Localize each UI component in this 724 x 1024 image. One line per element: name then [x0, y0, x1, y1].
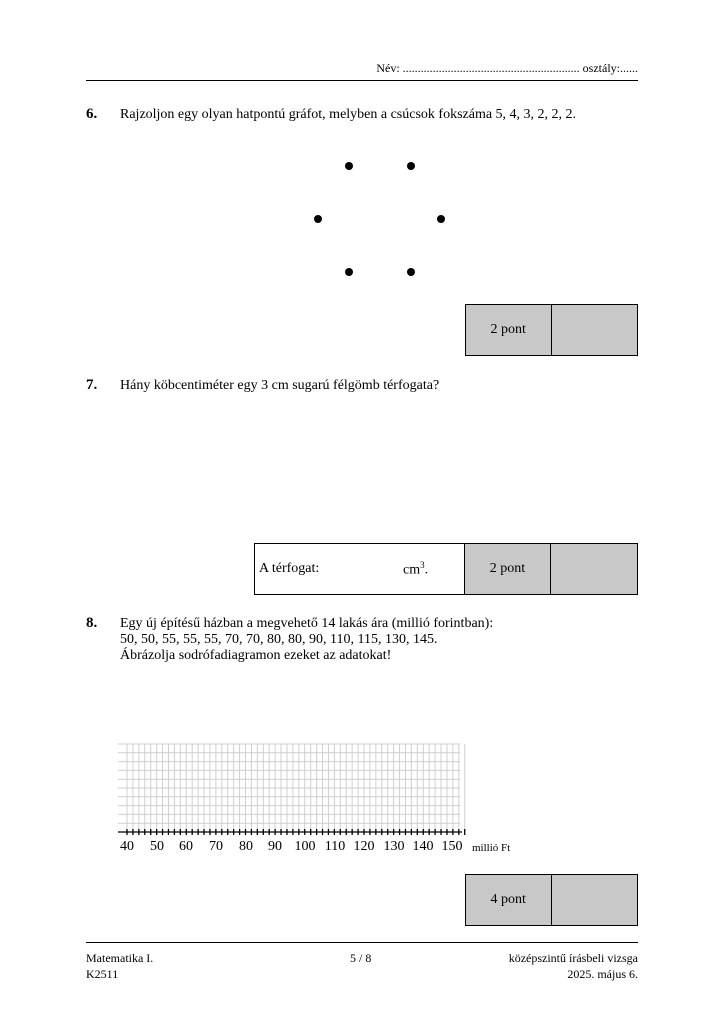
- q6-number: 6.: [86, 106, 98, 122]
- q7-score-field[interactable]: [551, 544, 637, 594]
- vertex-dot: [345, 162, 353, 170]
- q7-text: Hány köbcentiméter egy 3 cm sugarú félgömb térfogata?: [120, 378, 440, 393]
- q6-points-label: 2 pont: [466, 305, 552, 355]
- axis-tick-label: 80: [239, 839, 253, 854]
- q6-score-box: [465, 304, 638, 356]
- q8-points-label: 4 pont: [466, 875, 552, 925]
- vertex-dot: [314, 215, 322, 223]
- name-class-line: Név: ........................................................... osztály:......: [376, 61, 638, 75]
- axis-tick-label: 60: [179, 839, 193, 854]
- unit-period: .: [424, 562, 429, 578]
- boxplot-grid[interactable]: [110, 740, 470, 840]
- vertex-dot: [345, 268, 353, 276]
- q7-number: 7.: [86, 377, 98, 393]
- vertex-dot: [407, 268, 415, 276]
- q8-text-line3: Ábrázolja sodrófadiagramon ezeket az adatokat!: [120, 648, 392, 663]
- vertex-dot: [407, 162, 415, 170]
- footer-date: 2025. május 6.: [567, 967, 638, 981]
- axis-tick-label: 40: [120, 839, 134, 854]
- page-header: [86, 61, 638, 81]
- q7-points-label: 2 pont: [465, 544, 551, 594]
- axis-tick-label: 150: [441, 839, 463, 854]
- unit-exponent: 3: [420, 559, 425, 570]
- axis-tick-label: 140: [412, 839, 434, 854]
- vertex-dot: [437, 215, 445, 223]
- q8-text-line1: Egy új építésű házban a megvehető 14 lakás ára (millió forintban):: [120, 616, 494, 631]
- axis-unit-label: millió Ft: [472, 842, 511, 854]
- q8-text-line2: 50, 50, 55, 55, 55, 70, 70, 80, 80, 90, 110, 115, 130, 145.: [120, 632, 438, 647]
- q7-answer-score-box: [254, 543, 638, 595]
- q8-score-box: [465, 874, 638, 926]
- q8-score-field[interactable]: [552, 875, 638, 925]
- unit-text: cm: [403, 562, 421, 578]
- q7-answer-label: A térfogat:: [259, 561, 320, 576]
- axis-tick-label: 70: [209, 839, 223, 854]
- q6-text: Rajzoljon egy olyan hatpontú gráfot, melyben a csúcsok fokszáma 5, 4, 3, 2, 2, 2.: [120, 107, 577, 122]
- footer-code: K2511: [86, 967, 119, 981]
- q7-answer-unit: [403, 560, 428, 579]
- axis-tick-label: 130: [383, 839, 405, 854]
- q7-answer-field[interactable]: [255, 544, 465, 594]
- axis-tick-label: 110: [324, 839, 346, 854]
- axis-tick-label: 120: [353, 839, 375, 854]
- q6-score-field[interactable]: [552, 305, 638, 355]
- axis-tick-label: 50: [150, 839, 164, 854]
- q8-number: 8.: [86, 615, 98, 631]
- footer-exam-level: középszintű írásbeli vizsga: [508, 951, 638, 965]
- axis-tick-label: 100: [294, 839, 316, 854]
- footer-subject: Matematika I.: [86, 951, 154, 965]
- axis-tick-label: 90: [268, 839, 282, 854]
- footer-page-number: 5 / 8: [350, 951, 372, 965]
- page-footer: [86, 942, 638, 983]
